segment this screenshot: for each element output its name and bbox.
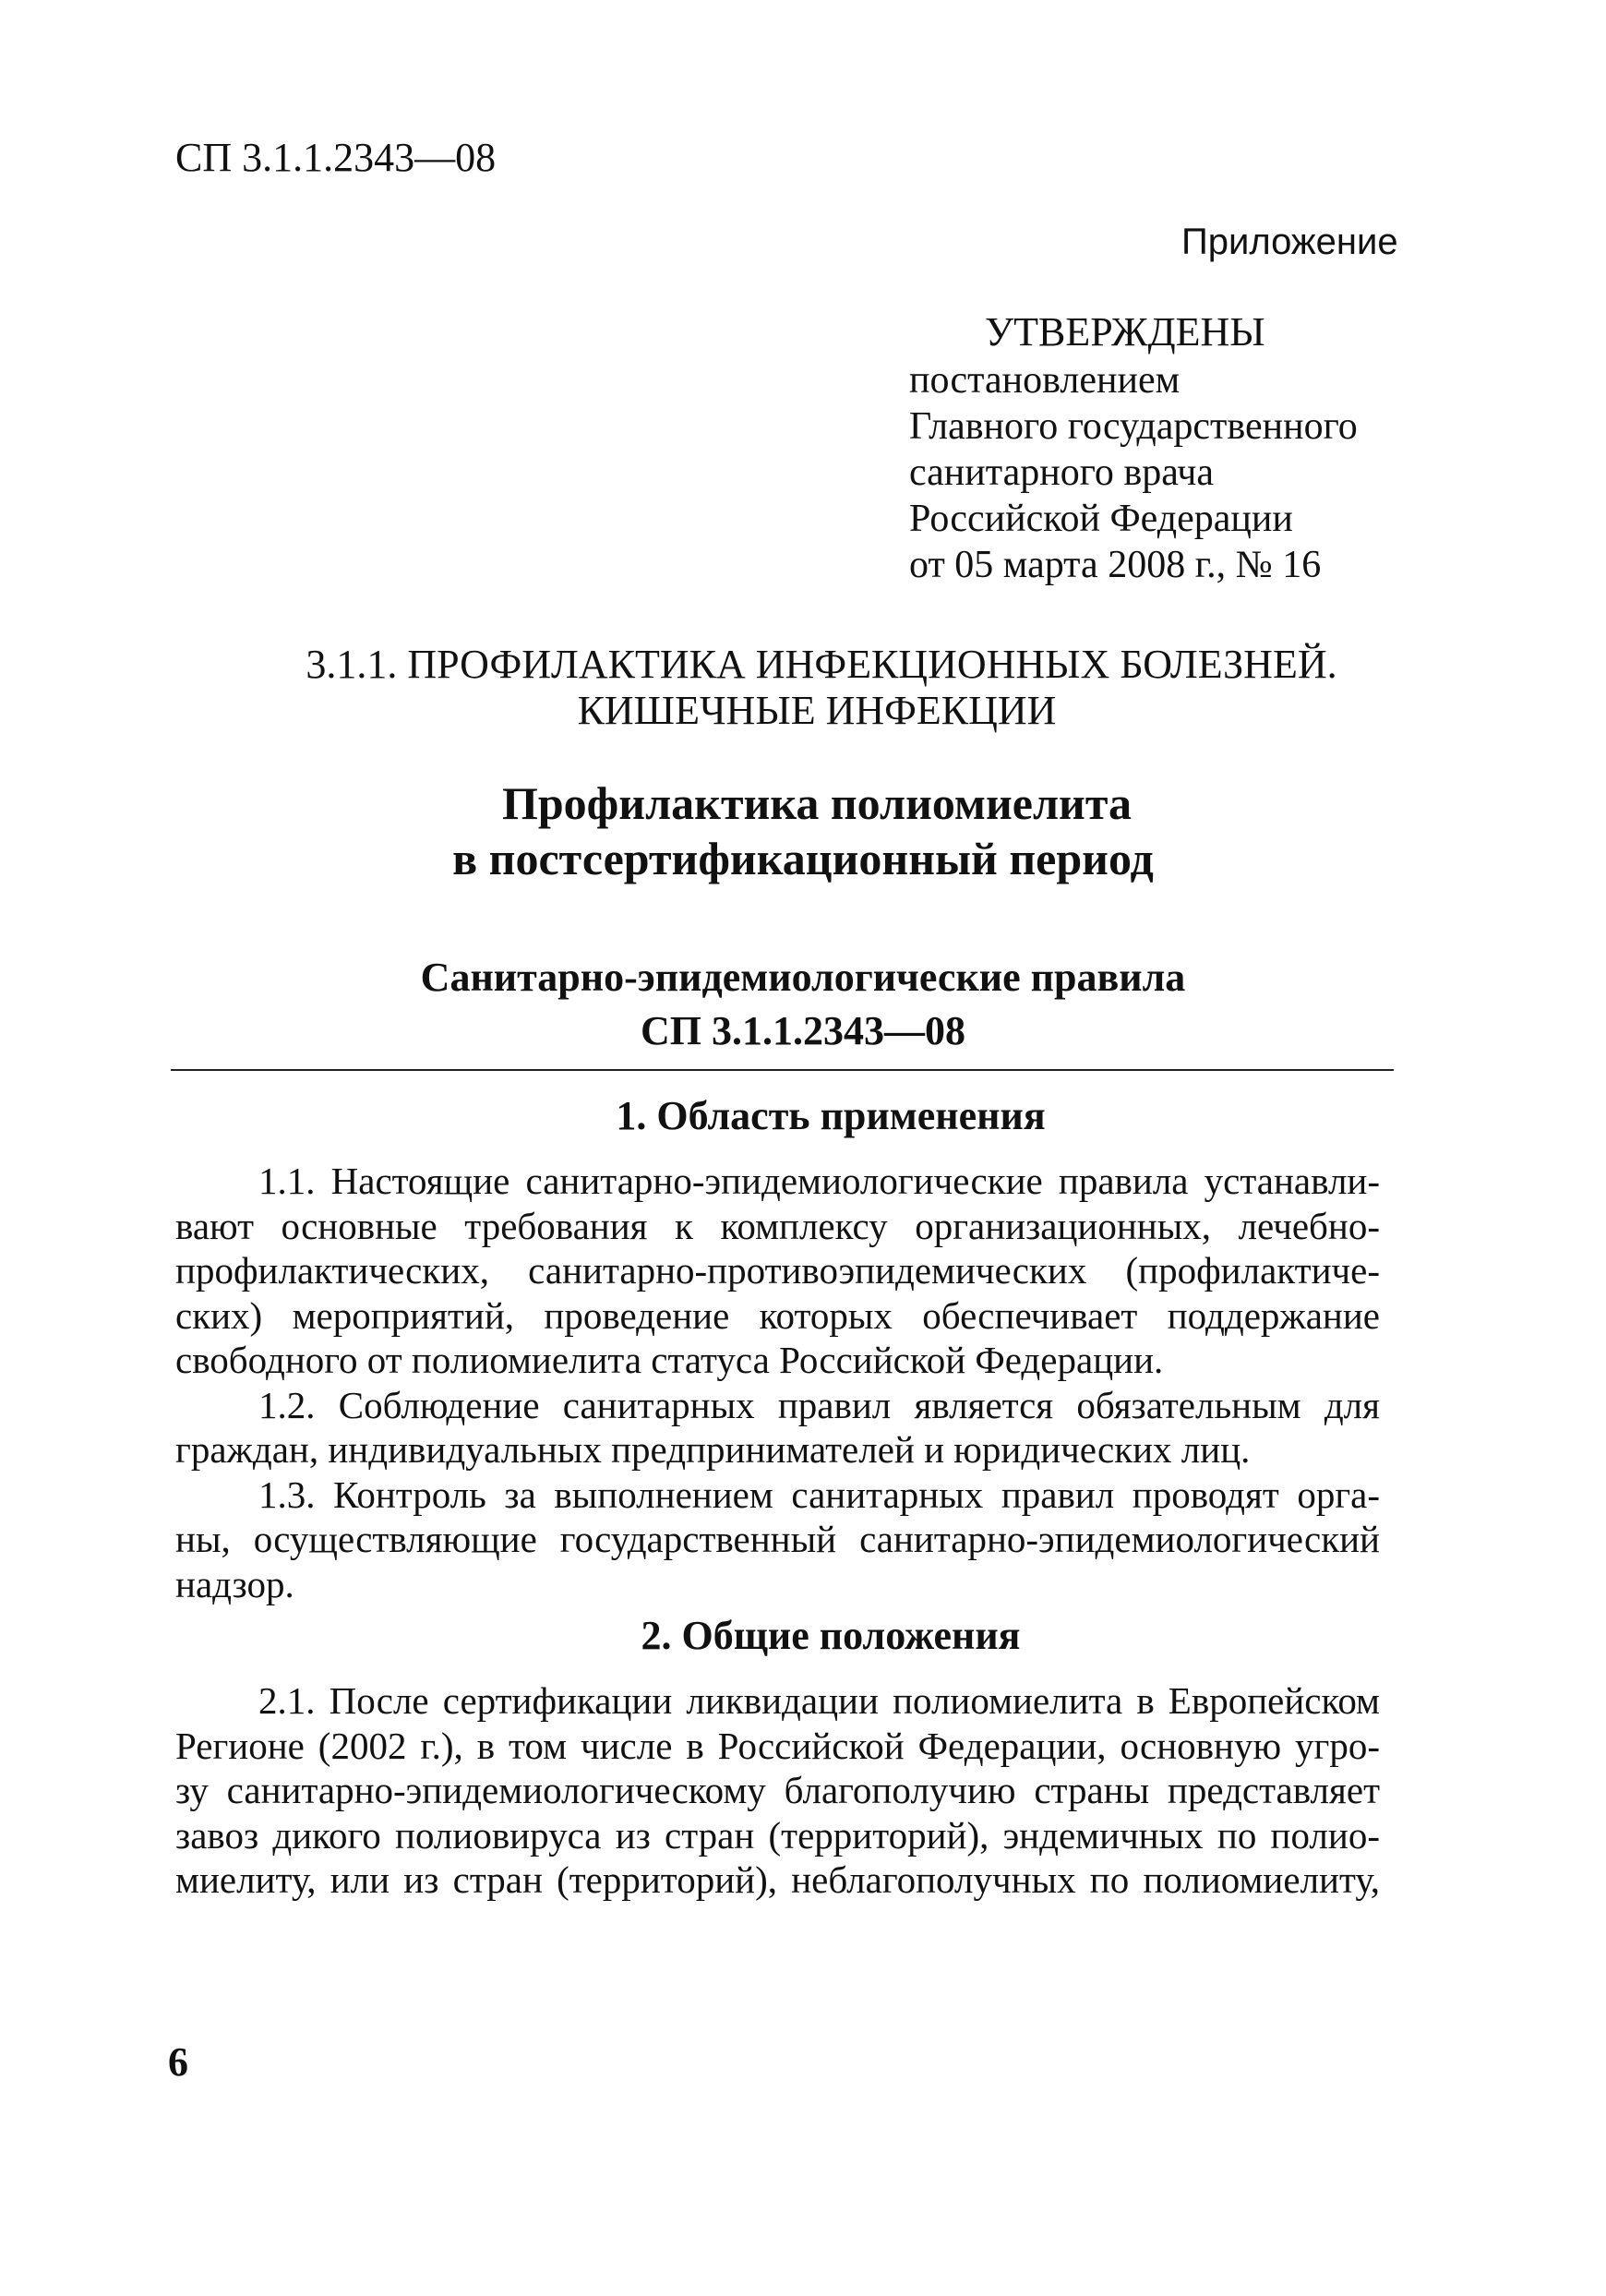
approval-line: от 05 марта 2008 г., № 16 bbox=[909, 544, 1322, 586]
title-line: в постсертификационный период bbox=[452, 833, 1154, 884]
appendix-label: Приложение bbox=[1181, 222, 1398, 262]
category-heading bbox=[0, 642, 1606, 734]
category-line: КИШЕЧНЫЕ ИНФЕКЦИИ bbox=[577, 688, 1057, 733]
paragraph-line: надзор. bbox=[175, 1562, 294, 1605]
approval-line: Российской Федерации bbox=[909, 498, 1293, 540]
section-2-body bbox=[175, 1678, 1380, 1903]
approval-line: Главного государственного bbox=[909, 405, 1358, 448]
paragraph-line: 1.1. Настоящие санитарно-эпидемиологические правила устанавли- bbox=[258, 1160, 1380, 1202]
section-1-heading: 1. Область применения bbox=[616, 1093, 1046, 1138]
document-subtitle bbox=[0, 951, 1606, 1058]
paragraph-line: профилактических, санитарно-противоэпидемических (профилактиче- bbox=[175, 1249, 1380, 1292]
approval-block bbox=[909, 309, 1358, 588]
subtitle-line: СП 3.1.1.2343—08 bbox=[641, 1008, 965, 1053]
paragraph-line: ских) мероприятий, проведение которых обеспечивает поддержание bbox=[175, 1293, 1380, 1337]
approval-line: санитарного врача bbox=[909, 451, 1214, 494]
paragraph-line: ны, осуществляющие государственный санитарно-эпидемиологический bbox=[175, 1518, 1380, 1560]
paragraph-line: свободного от полиомиелита статуса Российской Федерации. bbox=[175, 1339, 1164, 1381]
document-title bbox=[0, 775, 1606, 886]
approval-line: постановлением bbox=[909, 359, 1181, 402]
paragraph-line: зу санитарно-эпидемиологическому благополучию страны представляет bbox=[175, 1769, 1380, 1811]
paragraph-line: миелиту, или из стран (территорий), неблагополучных по полиомиелиту, bbox=[175, 1858, 1380, 1901]
paragraph-line: завоз дикого полиовируса из стран (территорий), эндемичных по полио- bbox=[175, 1813, 1380, 1857]
paragraph-line: граждан, индивидуальных предпринимателей и юридических лиц. bbox=[175, 1428, 1251, 1471]
paragraph-line: 1.2. Соблюдение санитарных правил является обязательным для bbox=[258, 1383, 1380, 1426]
paragraph-line: 1.3. Контроль за выполнением санитарных правил проводят орга- bbox=[258, 1473, 1380, 1516]
approval-heading: УТВЕРЖДЕНЫ bbox=[985, 309, 1265, 355]
title-line: Профилактика полиомиелита bbox=[501, 777, 1133, 829]
document-code-header: СП 3.1.1.2343—08 bbox=[175, 135, 497, 180]
horizontal-divider bbox=[171, 1069, 1394, 1071]
subtitle-line: Санитарно-эпидемиологические правила bbox=[420, 955, 1186, 1000]
section-1-body bbox=[175, 1159, 1380, 1606]
page-number: 6 bbox=[168, 2039, 188, 2085]
category-line: 3.1.1. ПРОФИЛАКТИКА ИНФЕКЦИОННЫХ БОЛЕЗНЕЙ. bbox=[306, 642, 1337, 687]
paragraph-line: Регионе (2002 г.), в том числе в Российской Федерации, основную угро- bbox=[175, 1724, 1380, 1767]
paragraph-line: вают основные требования к комплексу организационных, лечебно- bbox=[175, 1204, 1380, 1247]
section-2-heading: 2. Общие положения bbox=[641, 1613, 1021, 1658]
paragraph-line: 2.1. После сертификации ликвидации полиомиелита в Европейском bbox=[258, 1679, 1380, 1722]
